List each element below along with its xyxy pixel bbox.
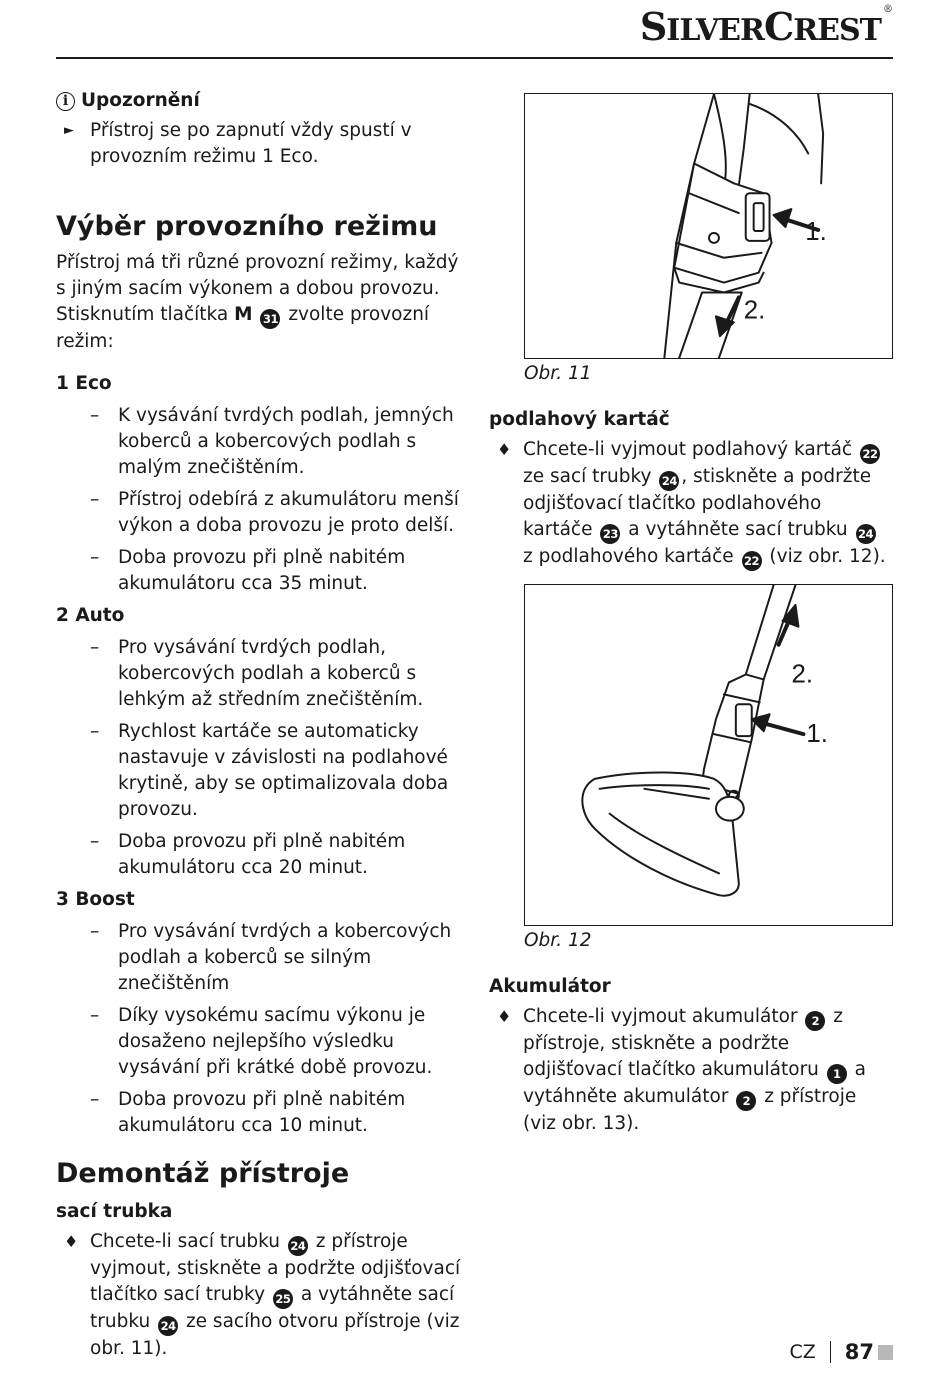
right-column <box>489 86 893 1137</box>
mode-title-boost: 3 Boost <box>56 889 135 910</box>
diamond-bullet-icon: ♦ <box>497 1007 512 1026</box>
list-item: – Doba provozu při plně nabitém akumulátoru cca 10 minut. <box>90 1089 406 1136</box>
list-item: – Přístroj odebírá z akumulátoru menší výkon a doba provozu je proto delší. <box>90 489 459 536</box>
list-item: ♦ Chcete-li sací trubku 24 z přístroje vyjmout, stiskněte a podržte odjišťovací tlačítko sací trubky 25 a vytáhněte sací trubku 24 ze sacího otvoru přístroje (viz obr. 11). <box>64 1231 461 1359</box>
figure-12-label-1: 1. <box>806 720 828 749</box>
list-item: ♦ Chcete-li vyjmout akumulátor 2 z přístroje, stiskněte a podržte odjišťovací tlačítko akumulátoru 1 a vytáhněte akumulátor 2 z přístroje (viz obr. 13). <box>497 1006 867 1134</box>
number-badge: 24 <box>659 471 679 491</box>
number-badge: 24 <box>158 1316 178 1336</box>
header-rule <box>56 57 893 59</box>
figure-12-label-2: 2. <box>791 660 814 689</box>
note-item: ► Přístroj se po zapnutí vždy spustí v provozním režimu 1 Eco. <box>64 120 412 167</box>
diamond-bullet-icon: ♦ <box>497 440 512 459</box>
note-heading: i Upozornění <box>56 86 464 116</box>
brand-logo: SILVERCREST® <box>639 4 892 49</box>
list-item: ♦ Chcete-li vyjmout podlahový kartáč 22 ze sací trubky 24 , stiskněte a podržte odjišťovací tlačítko podlahového kartáče 23 a vytáhněte sací trubku 24 z podlahového kartáče 22 (viz obr. 12). <box>489 437 893 571</box>
list-item: – Rychlost kartáče se automaticky nastavuje v závislosti na podlahové krytině, aby se optimalizovala doba provozu. <box>90 721 449 820</box>
list-item: – K vysávání tvrdých podlah, jemných koberců a kobercových podlah s malým znečištěním. <box>90 405 454 478</box>
list-item: – Díky vysokému sacímu výkonu je dosaženo nejlepšího výsledku vysávání při krátké době provozu. <box>90 1005 433 1078</box>
number-badge: 22 <box>742 551 762 571</box>
page-marker-block <box>878 1345 893 1360</box>
figure-12-caption: Obr. 12 <box>524 930 592 951</box>
list-item: – Doba provozu při plně nabitém akumulátoru cca 20 minut. <box>90 831 406 878</box>
mode-title-eco: 1 Eco <box>56 373 112 394</box>
figure-11-label-2: 2. <box>743 296 766 325</box>
list-item: – Doba provozu při plně nabitém akumulátoru cca 35 minut. <box>90 547 406 594</box>
page-number: 87 <box>844 1340 874 1364</box>
tube-heading: sací trubka <box>56 1201 173 1222</box>
number-badge: 24 <box>288 1236 308 1256</box>
disassembly-heading: Demontáž přístroje <box>56 1158 350 1189</box>
footer-divider <box>830 1341 831 1363</box>
figure-11-illustration <box>524 93 893 359</box>
number-badge: 31 <box>260 309 280 329</box>
list-item: – Pro vysávání tvrdých a kobercových podlah a koberců se silným znečištěním <box>90 921 452 994</box>
number-badge: 1 <box>827 1064 847 1084</box>
number-badge: 2 <box>805 1011 825 1031</box>
page-footer <box>789 1340 893 1364</box>
diamond-bullet-icon: ♦ <box>64 1232 79 1251</box>
number-badge: 2 <box>736 1091 756 1111</box>
battery-heading: Akumulátor <box>489 976 611 997</box>
list-item: – Pro vysávání tvrdých podlah, kobercových podlah a koberců s lehkým až středním znečištěním. <box>90 637 424 710</box>
number-badge: 23 <box>600 524 620 544</box>
left-column <box>56 86 464 1362</box>
number-badge: 24 <box>856 524 876 544</box>
mode-title-auto: 2 Auto <box>56 605 125 626</box>
figure-11-caption: Obr. 11 <box>524 363 592 384</box>
floor-brush-heading: podlahový kartáč <box>489 409 670 430</box>
language-code: CZ <box>789 1341 816 1363</box>
number-badge: 22 <box>860 444 880 464</box>
modes-heading: Výběr provozního režimu <box>56 211 438 242</box>
info-icon: i <box>56 92 75 111</box>
figure-12-illustration <box>524 584 893 926</box>
number-badge: 25 <box>273 1289 293 1309</box>
modes-intro: Přístroj má tři různé provozní režimy, každý s jiným sacím výkonem a dobou provozu. Stisknutím tlačítka M 31 zvolte provozní režim: <box>56 252 459 352</box>
figure-11-label-1: 1. <box>805 217 827 246</box>
arrow-bullet-icon: ► <box>64 123 74 138</box>
